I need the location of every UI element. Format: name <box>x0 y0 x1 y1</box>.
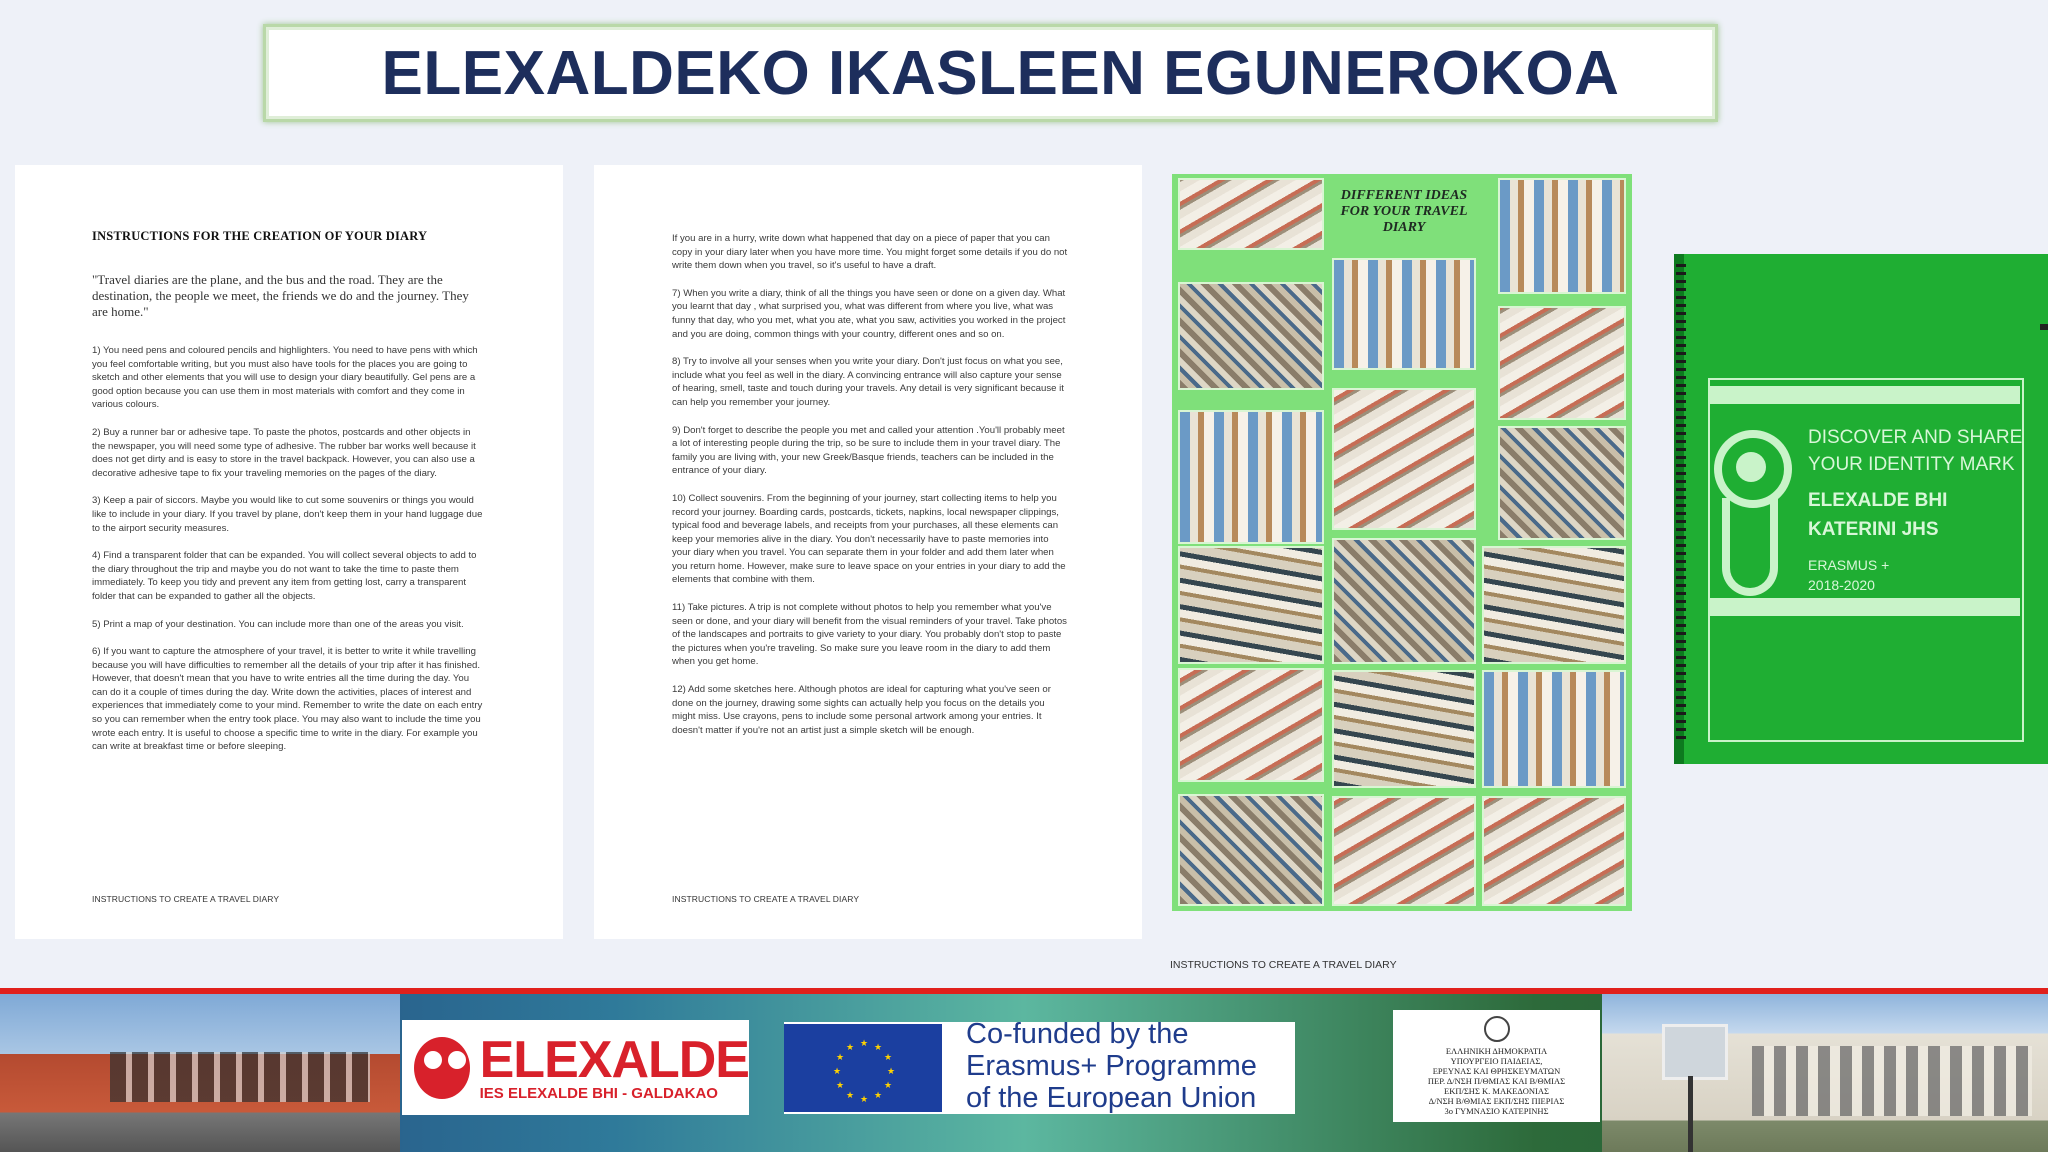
svg-text:★: ★ <box>884 1080 893 1090</box>
greek-line: ΥΠΟΥΡΓΕΙΟ ΠΑΙΔΕΙΑΣ, <box>1450 1056 1543 1066</box>
greek-line: Δ/ΝΣΗ Β/ΘΜΙΑΣ ΕΚΠ/ΣΗΣ ΠΙΕΡΙΑΣ <box>1428 1096 1565 1106</box>
collage-photo <box>1178 410 1324 544</box>
greek-line: ΕΛΛΗΝΙΚΗ ΔΗΜΟΚΡΑΤΙΑ <box>1445 1046 1548 1056</box>
collage-photo <box>1332 670 1476 788</box>
page-footer: INSTRUCTIONS TO CREATE A TRAVEL DIARY <box>672 894 860 904</box>
basketball-hoop <box>1662 1024 1728 1080</box>
paragraph: 6) If you want to capture the atmosphere of your travel, it is better to write it while travelling because you will have difficulties to remember all the details of your trip after it has finished. However, that doesn't mean that you have to write entries all the time during the day. You can do it a couple of times during the day. Write down the activities, places of interest and experiences that immediately come to your mind. Remember to write the date on each entry so you can remember when the entry took place. You may also want to include the time you wrote each entry. It is useful to choose a specific time to write in the diary. For example you can write at breakfast time or before sleeping. <box>92 646 483 753</box>
collage-title: DIFFERENT IDEAS FOR YOUR TRAVEL DIARY <box>1340 188 1468 235</box>
collage-photo <box>1498 306 1626 420</box>
greek-line: ΕΚΠ/ΣΗΣ Κ. ΜΑΚΕΔΟΝΙΑΣ <box>1444 1086 1549 1096</box>
collage-photo <box>1482 796 1626 906</box>
cover-line: 2018-2020 <box>1808 577 1875 593</box>
collage-caption: INSTRUCTIONS TO CREATE A TRAVEL DIARY <box>1170 959 1397 971</box>
hoop-pole <box>1688 1076 1693 1152</box>
instructions-page-2 <box>594 165 1142 939</box>
greek-line: 3ο ΓΥΜΝΑΣΙΟ ΚΑΤΕΡΙΝΗΣ <box>1444 1106 1549 1116</box>
katerini-school-photo <box>1602 994 2048 1152</box>
page-heading: INSTRUCTIONS FOR THE CREATION OF YOUR DIARY <box>92 229 428 243</box>
paragraph: 9) Don't forget to describe the people you met and called your attention .You'll probably meet a lot of interesting people during the trip, so be sure to include them in your travel diary. The family you are living with, your new Greek/Basque friends, teachers can be included in the entrance of your diary. <box>672 424 1065 477</box>
slide-title: ELEXALDEKO IKASLEEN EGUNEROKOA <box>381 38 1620 108</box>
elexalde-logo-text: ELEXALDE <box>479 1030 749 1089</box>
building-windows <box>110 1052 370 1102</box>
cover-schools <box>1808 486 1947 544</box>
collage-photo <box>1482 546 1626 664</box>
svg-text:★: ★ <box>846 1090 855 1100</box>
cover-line: DISCOVER AND SHARE <box>1808 427 2023 448</box>
svg-text:★: ★ <box>860 1038 869 1048</box>
greek-crest-icon <box>1484 1016 1510 1042</box>
diary-cover-photo <box>1674 254 2048 764</box>
elexalde-logo <box>402 1020 749 1115</box>
collage-photo <box>1498 178 1626 294</box>
owl-icon <box>414 1037 470 1099</box>
eu-cofunded-line: Co-funded by the <box>966 1018 1189 1050</box>
collage-photo <box>1178 794 1324 906</box>
greek-line: ΠΕΡ. Δ/ΝΣΗ Π/ΘΜΙΑΣ ΚΑΙ Β/ΘΜΙΑΣ <box>1427 1076 1566 1086</box>
collage-photo <box>1178 178 1324 250</box>
collage-photo <box>1178 668 1324 782</box>
paragraph: If you are in a hurry, write down what happened that day on a piece of paper that you can copy in your diary later when you have more time. You might forget some details if you do not write them down when you travel, so it's useful to have a draft. <box>672 233 1068 272</box>
svg-text:★: ★ <box>884 1052 893 1062</box>
svg-text:★: ★ <box>836 1052 845 1062</box>
collage-photo <box>1178 282 1324 390</box>
collage-photo <box>1332 796 1476 906</box>
eu-cofunded-line: of the European Union <box>966 1082 1257 1114</box>
paragraph: 1) You need pens and coloured pencils and highlighters. You need to have pens with which you feel comfortable writing, but you must also have tools for the places you are going to sketch and other elements that you will use to design your diary beautifully. Gel pens are a good option because you can use them in most materials with comfort and they come in various colours. <box>92 345 478 411</box>
elexalde-school-photo <box>0 994 400 1152</box>
collage-photo <box>1498 426 1626 540</box>
svg-text:★: ★ <box>887 1066 896 1076</box>
elexalde-logo-subtext: IES ELEXALDE BHI - GALDAKAO <box>479 1084 718 1102</box>
svg-text:★: ★ <box>836 1080 845 1090</box>
cover-line: ELEXALDE BHI <box>1808 490 1948 511</box>
owl-eye-icon <box>1736 452 1766 482</box>
collage-photo <box>1332 388 1476 530</box>
paragraph: 3) Keep a pair of siccors. Maybe you would like to cut some souvenirs or things you would like to include in your diary. If you travel by plane, don't keep them in your hand luggage due to the airport security measures. <box>92 495 483 534</box>
paragraph: 11) Take pictures. A trip is not complete without photos to help you remember what you've seen or done, and your diary will benefit from the visual reminders of your travel. Take photos of the landscapes and portraits to give variety to your diary. You probably don't stop to paste the pictures when you're traveling. So make sure you leave room in the diary to add them when you get home. <box>672 602 1067 668</box>
cover-program <box>1808 555 1889 595</box>
paragraph: 12) Add some sketches here. Although photos are ideal for capturing what you've seen or done on the journey, drawing some sights can actually help you focus on the details you might miss. Use crayons, pens to include some personal artwork among your entries. It doesn't matter if you're not an artist just a simple sketch will be enough. <box>672 684 1051 736</box>
erasmus-cofunded-logo <box>784 1018 1295 1114</box>
svg-text:★: ★ <box>874 1090 883 1100</box>
instructions-page-1 <box>15 165 563 939</box>
cover-motto <box>1808 424 2022 478</box>
slide-title-box <box>263 24 1718 122</box>
collage-photo <box>1332 258 1476 370</box>
quote: "Travel diaries are the plane, and the bus and the road. They are the destination, the people we meet, the friends we do and the journey. They are home." <box>92 272 469 319</box>
owl-body-icon <box>1722 498 1778 596</box>
cover-line: YOUR IDENTITY MARK <box>1808 454 2015 475</box>
collage-photo <box>1332 538 1476 664</box>
paragraph: 7) When you write a diary, think of all the things you have seen or done on a given day. What you learnt that day , what surprised you, what was different from where you live, what was funny that day, who you met, what you ate, what you saw, activities you worked in the project and you are doing, common things with your country, different ones and so on. <box>672 287 1066 340</box>
cover-line: KATERINI JHS <box>1808 519 1939 540</box>
spiral-binding <box>1676 264 1686 744</box>
eu-cofunded-line: Erasmus+ Programme <box>966 1050 1257 1082</box>
paragraph: 10) Collect souvenirs. From the beginning of your journey, start collecting items to help you record your journey. Boarding cards, postcards, tickets, napkins, local newspaper clippings, typical food and beverage labels, and receipts from your purchases, all these elements can keep your memories alive in the diary. You don't necessarily have to paste memories into your diary when you travel. You can separate them in your folder and add them later when you return home. However, make sure to leave space on your entries in your diary to add the elements that combine with them. <box>672 492 1066 586</box>
greek-ministry-logo <box>1393 1010 1600 1122</box>
paragraph: 8) Try to involve all your senses when you write your diary. Don't just focus on what you see, include what you feel as well in the diary. A convincing entrance will also capture your sense of hearing, smell, taste and touch during your travels. Any detail is very significant because it can help you remember your journey. <box>672 356 1064 408</box>
page-footer: INSTRUCTIONS TO CREATE A TRAVEL DIARY <box>92 894 280 904</box>
paragraph: 4) Find a transparent folder that can be expanded. You will collect several objects to add to the diary throughout the trip and maybe you do not want to take the time to paste them immediately. To keep you tidy and prevent any item from getting lost, carry a transparent folder that can be expanded to gather all the objects. <box>92 550 477 602</box>
svg-text:★: ★ <box>874 1042 883 1052</box>
cover-line: ERASMUS + <box>1808 557 1890 573</box>
collage-photo <box>1482 670 1626 788</box>
paragraph: 2) Buy a runner bar or adhesive tape. To paste the photos, postcards and other objects in the newspaper, you will need some type of adhesive. The rubber bar works well because it does not get dirty and is easy to store in the travel backpack. However, you can also use a decorative adhesive tape to fix your traveling memories on the pages of the diary. <box>92 426 476 479</box>
eu-flag-icon <box>784 1024 942 1112</box>
cover-cord <box>2040 324 2048 330</box>
building-windows <box>1752 1046 2032 1116</box>
diary-ideas-collage <box>1172 174 1632 911</box>
svg-text:★: ★ <box>833 1066 842 1076</box>
svg-text:★: ★ <box>846 1042 855 1052</box>
paragraph: 5) Print a map of your destination. You can include more than one of the areas you visit. <box>92 618 464 630</box>
greek-line: ΕΡΕΥΝΑΣ ΚΑΙ ΘΡΗΣΚΕΥΜΑΤΩΝ <box>1432 1066 1561 1076</box>
collage-photo <box>1178 546 1324 664</box>
svg-text:★: ★ <box>860 1094 869 1103</box>
